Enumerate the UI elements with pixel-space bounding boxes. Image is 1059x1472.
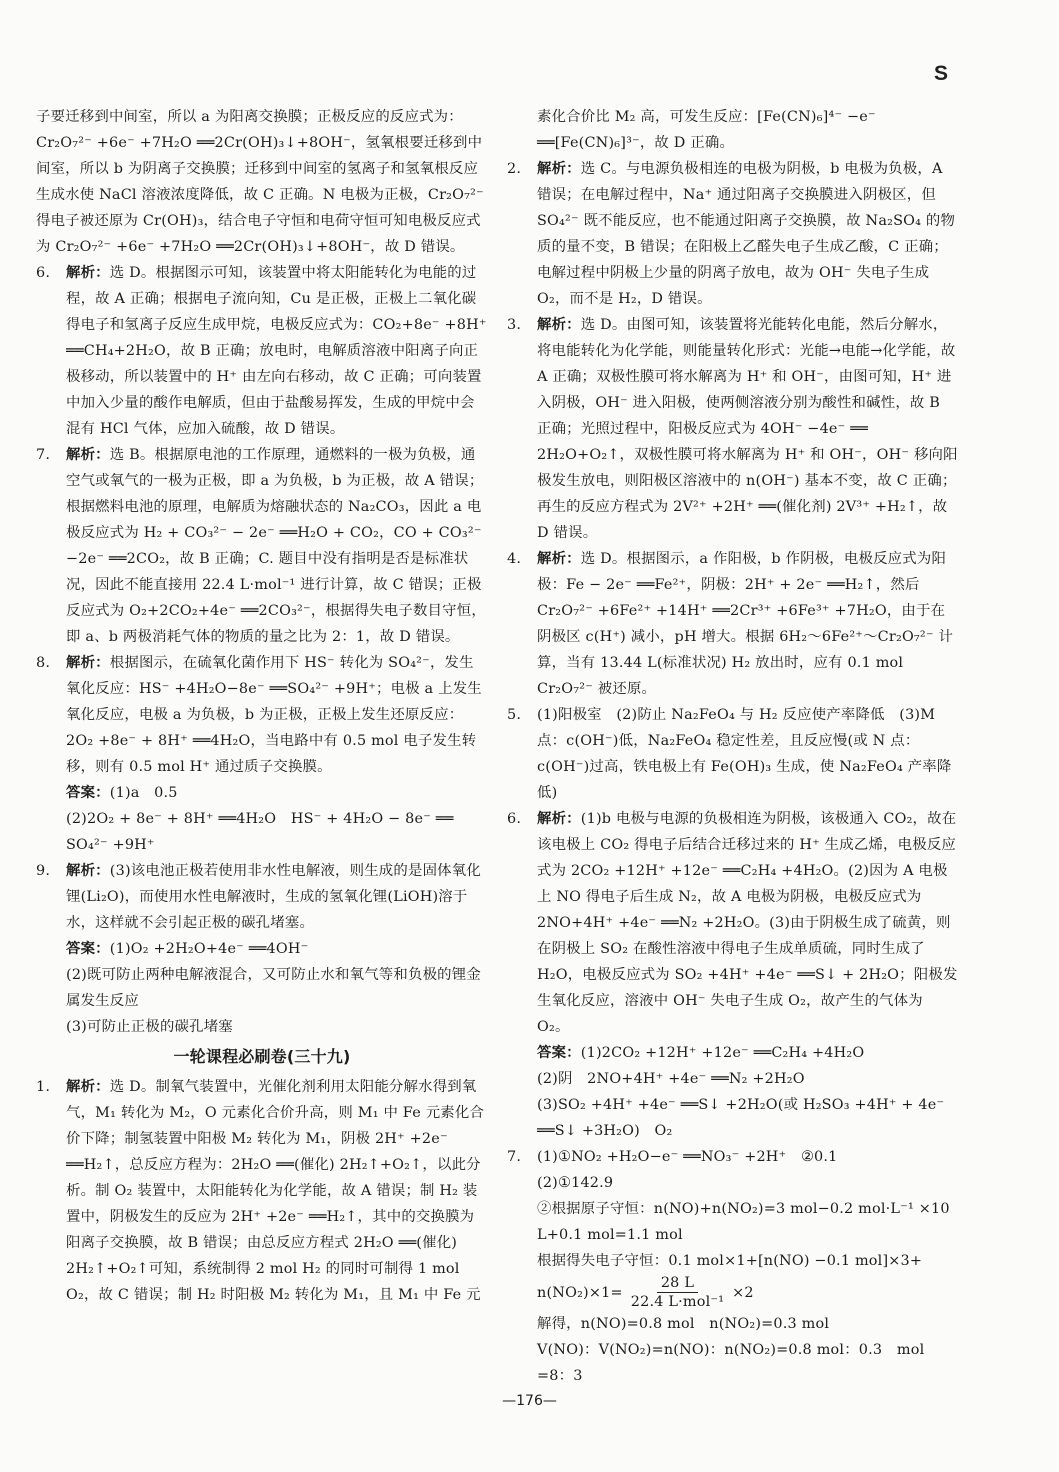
answer-text: (1)a 0.5 <box>109 785 178 801</box>
answer-item-1 <box>36 1074 488 1308</box>
answer-item-8 <box>36 650 488 780</box>
answer-line: (2)2O₂ + 8e⁻ + 8H⁺ ══4H₂O HS⁻ + 4H₂O − 8e⁻ ══ SO₄²⁻ +9H⁺ <box>66 811 459 853</box>
item-number: 6. <box>36 265 51 281</box>
item-text: (3)该电池正极若使用非水性电解液，则生成的是固体氧化锂(Li₂O)，而使用水性电解液时，生成的氢氧化锂(LiOH)溶于水，这样就不会引起正极的碳孔堵塞。 <box>66 863 481 931</box>
answer-label: 答案： <box>537 1045 581 1061</box>
answer-line: ②根据原子守恒：n(NO)+n(NO₂)=3 mol−0.2 mol·L⁻¹ ×10 L+0.1 mol=1.1 mol <box>537 1201 955 1243</box>
item-number: 6. <box>507 811 522 827</box>
fraction-suffix: ×2 <box>732 1284 754 1301</box>
answer-line: (3)SO₂ +4H⁺ +4e⁻ ══S↓ +2H₂O(或 H₂SO₃ +4H⁺ + 4e⁻ ══S↓ +3H₂O) O₂ <box>537 1097 950 1139</box>
item-text: 选 D。根据图示可知，该装置中将太阳能转化为电能的过程，故 A 正确；根据电子流向知，Cu 是正极，正极上二氧化碳得电子和氢离子反应生成甲烷，电极反应式为：CO₂+8e⁻ +8H⁺ ══CH₄+2H₂O，故 B 正确；放电时，电解质溶液中阳离子向正极移动，所以装置中的 H⁺ 由左向右移动，故 C 正确；可向装置中加入少量的酸作电解质，但由于盐酸易挥发，生成的甲烷中会混有 HCl 气体，应加入硫酸，故 D 错误。 <box>66 265 492 437</box>
answer-item-9 <box>36 858 488 936</box>
answer-label: 答案： <box>66 941 110 957</box>
answer-item-5 <box>507 702 959 806</box>
answer-line <box>507 1040 959 1066</box>
answer-line: =8：3 <box>537 1368 583 1384</box>
answer-item-7 <box>36 442 488 650</box>
item-label: 解析： <box>537 811 581 827</box>
item-number: 8. <box>36 655 51 671</box>
fraction-equation <box>507 1274 959 1311</box>
item-label: 解析： <box>66 863 110 879</box>
answer-item-2 <box>507 156 959 312</box>
answer-line: (3)可防止正极的碳孔堵塞 <box>66 1019 233 1035</box>
fraction <box>627 1274 728 1311</box>
fraction-prefix: n(NO₂)×1= <box>537 1284 623 1301</box>
answer-line: V(NO)：V(NO₂)=n(NO)：n(NO₂)=0.8 mol：0.3 mol <box>537 1342 925 1358</box>
answer-text: (1)2CO₂ +12H⁺ +12e⁻ ══C₂H₄ +4H₂O <box>580 1045 865 1061</box>
item-label: 解析： <box>66 655 110 671</box>
item-number: 1. <box>36 1079 51 1095</box>
item-text: 选 D。由图可知，该装置将光能转化电能，然后分解水，将电能转化为化学能，则能量转化形式：光能→电能→化学能，故 A 正确；双极性膜可将水解离为 H⁺ 和 OH⁻，由图可知，H⁺ 进入阴极，OH⁻ 进入阳极，使两侧溶液分别为酸性和碱性，故 B 正确；光照过程中，阳极反应式为 4OH⁻ −4e⁻ ══ 2H₂O+O₂↑，双极性膜可将水解离为 H⁺ 和 OH⁻，OH⁻ 移向阳极发生放电，则阳极区溶液中的 n(OH⁻) 基本不变，故 C 正确；再生的反应方程式为 2V²⁺ +2H⁺ ══(催化剂) 2V³⁺ +H₂↑，故 D 错误。 <box>537 317 961 541</box>
item-text: 根据图示，在硫氧化菌作用下 HS⁻ 转化为 SO₄²⁻，发生氧化反应：HS⁻ +4H₂O−8e⁻ ══SO₄²⁻ +9H⁺；电极 a 上发生氧化反应，电极 a 为负极，b 为正极，正极上发生还原反应：2O₂ +8e⁻ + 8H⁺ ══4H₂O，当电路中有 0.5 mol 电子发生转移，则有 0.5 mol H⁺ 通过质子交换膜。 <box>66 655 482 775</box>
item-number: 4. <box>507 551 522 567</box>
answer-item-6 <box>36 260 492 442</box>
item-label: 解析： <box>537 161 581 177</box>
answer-line <box>36 780 488 806</box>
item-label: 解析： <box>537 551 581 567</box>
item-number: 2. <box>507 161 522 177</box>
left-column <box>36 104 492 1308</box>
answer-line: (2)①142.9 <box>537 1175 614 1191</box>
item-label: 解析： <box>66 1079 110 1095</box>
item-number: 3. <box>507 317 522 333</box>
fraction-denominator: 22.4 L·mol⁻¹ <box>630 1294 725 1310</box>
answer-item-6 <box>507 806 959 1040</box>
answer-item-4 <box>507 546 959 702</box>
answer-label: 答案： <box>66 785 110 801</box>
item-number: 7. <box>36 447 51 463</box>
item-number: 7. <box>507 1149 522 1165</box>
item-number: 5. <box>507 707 522 723</box>
section-heading: 一轮课程必刷卷(三十九) <box>173 1047 351 1066</box>
item-label: 解析： <box>66 447 110 463</box>
answer-line: (2)既可防止两种电解液混合，又可防止水和氧气等和负极的锂金属发生反应 <box>66 967 481 1009</box>
answer-line: 解得，n(NO)=0.8 mol n(NO₂)=0.3 mol <box>537 1316 830 1332</box>
item-number: 9. <box>36 863 51 879</box>
item-label: 解析： <box>537 317 581 333</box>
answer-text: (1)O₂ +2H₂O+4e⁻ ══4OH⁻ <box>109 941 309 957</box>
continued-paragraph: 素化合价比 M₂ 高，可发生反应：[Fe(CN)₆]⁴⁻ −e⁻ ══[Fe(CN)₆]³⁻，故 D 正确。 <box>537 109 881 151</box>
answer-line: 根据得失电子守恒：0.1 mol×1+[n(NO) −0.1 mol]×3+ <box>537 1253 923 1269</box>
answer-line: (2)阴 2NO+4H⁺ +4e⁻ ══N₂ +2H₂O <box>537 1071 805 1087</box>
item-text: 选 D。根据图示，a 作阳极，b 作阴极，电极反应式为阳极：Fe − 2e⁻ ══Fe²⁺，阴极：2H⁺ + 2e⁻ ══H₂↑，然后 Cr₂O₇²⁻ +6Fe²⁺ +14H⁺ ══2Cr³⁺ +6Fe³⁺ +7H₂O，由于在阴极区 c(H⁺) 减小，pH 增大。根据 6H₂～6Fe²⁺～Cr₂O₇²⁻ 计算，当有 13.44 L(标准状况) H₂ 放出时，应有 0.1 mol Cr₂O₇²⁻ 被还原。 <box>537 551 954 697</box>
item-text: 选 D。制氧气装置中，光催化剂利用太阳能分解水得到氧气，M₁ 转化为 M₂，O 元素化合价升高，则 M₁ 中 Fe 元素化合价下降；制氢装置中阳极 M₂ 转化为 M₁，阴极 2H⁺ +2e⁻ ══H₂↑，总反应方程为：2H₂O ══(催化) 2H₂↑+O₂↑，以此分析。制 O₂ 装置中，太阳能转化为化学能，故 A 错误；制 H₂ 装置中，阴极发生的反应为 2H⁺ +2e⁻ ══H₂↑，其中的交换膜为阳离子交换膜，故 B 错误；由总反应方程式 2H₂O ══(催化) 2H₂↑+O₂↑可知，系统制得 2 mol H₂ 的同时可制得 1 mol O₂，故 C 错误；制 H₂ 时阳极 M₂ 转化为 M₁，且 M₁ 中 Fe 元 <box>66 1079 485 1303</box>
answer-item-3 <box>507 312 959 546</box>
item-label: 解析： <box>66 265 110 281</box>
continued-paragraph: 子要迁移到中间室，所以 a 为阳离交换膜；正极反应的反应式为：Cr₂O₇²⁻ +6e⁻ +7H₂O ══2Cr(OH)₃↓+8OH⁻，氢氧根要迁移到中间室，所以 b 为阴离子交换膜；迁移到中间室的氢离子和氢氧根反应生成水使 NaCl 溶液浓度降低，故 C 正确。N 电极为正极，Cr₂O₇²⁻ 得电子被还原为 Cr(OH)₃，结合电子守恒和电荷守恒可知电极反应式为 Cr₂O₇²⁻ +6e⁻ +7H₂O ══2Cr(OH)₃↓+8OH⁻，故 D 错误。 <box>36 109 489 255</box>
item-text: 选 C。与电源负极相连的电极为阴极，b 电极为负极，A 错误；在电解过程中，Na⁺ 通过阳离子交换膜进入阴极区，但 SO₄²⁻ 既不能反应，也不能通过阳离子交换膜，故 Na₂SO₄ 的物质的量不变，B 错误；在阳极上乙醛失电子生成乙酸，C 正确；电解过程中阴极上少量的阴离子放电，故为 OH⁻ 失电子生成 O₂，而不是 H₂，D 错误。 <box>537 161 956 307</box>
answer-line <box>36 936 488 962</box>
page-number: —176— <box>502 1393 557 1409</box>
item-text: (1)①NO₂ +H₂O−e⁻ ══NO₃⁻ +2H⁺ ②0.1 <box>537 1149 838 1165</box>
fraction-numerator: 28 L <box>657 1274 698 1293</box>
item-text: (1)阳极室 (2)防止 Na₂FeO₄ 与 H₂ 反应使产率降低 (3)M 点：c(OH⁻)低，Na₂FeO₄ 稳定性差，且反应慢(或 N 点：c(OH⁻)过高，铁电极上有 Fe(OH)₃ 生成，使 Na₂FeO₄ 产率降低) <box>537 707 952 801</box>
item-text: (1)b 电极与电源的负极相连为阴极，该极通入 CO₂，故在该电极上 CO₂ 得电子后结合迁移过来的 H⁺ 生成乙烯，电极反应式为 2CO₂ +12H⁺ +12e⁻ ══C₂H₄ +4H₂O。(2)因为 A 电极上 NO 得电子后生成 N₂，故 A 电极为阴极，电极反应式为 2NO+4H⁺ +4e⁻ ══N₂ +2H₂O。(3)由于阴极生成了硫黄，则在阴极上 SO₂ 在酸性溶液中得电子生成单质硫，同时生成了 H₂O，电极反应式为 SO₂ +4H⁺ +4e⁻ ══S↓ + 2H₂O；阳极发生氧化反应，溶液中 OH⁻ 失电子生成 O₂，故产生的气体为 O₂。 <box>537 811 958 1035</box>
item-text: 选 B。根据原电池的工作原理，通燃料的一极为负极，通空气或氧气的一极为正极，即 a 为负极，b 为正极，故 A 错误；根据燃料电池的原理，电解质为熔融状态的 Na₂CO₃，因此 a 电极反应式为 H₂ + CO₃²⁻ − 2e⁻ ══H₂O + CO₂，CO + CO₃²⁻ −2e⁻ ══2CO₂，故 B 正确；C. 题目中没有指明是否是标准状况，因此不能直接用 22.4 L·mol⁻¹ 进行计算，故 C 错误；正极反应式为 O₂+2CO₂+4e⁻ ══2CO₃²⁻，根据得失电子数目守恒，即 a、b 两极消耗气体的物质的量之比为 2：1，故 D 错误。 <box>66 447 487 645</box>
corner-mark: S <box>934 62 949 85</box>
answer-item-7 <box>507 1144 959 1170</box>
right-column <box>507 104 959 1389</box>
